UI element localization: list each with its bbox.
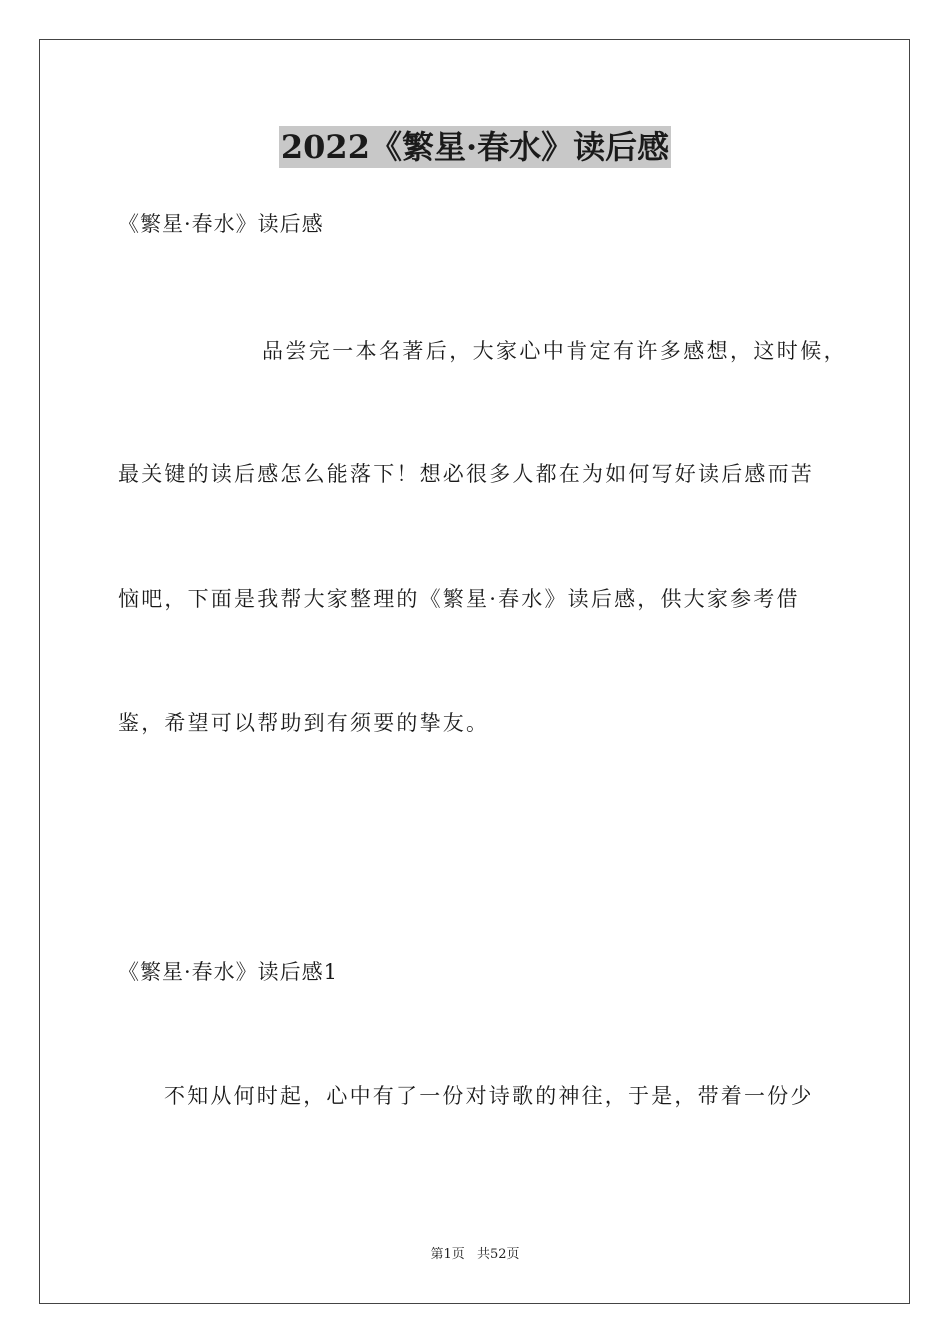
document-title: 2022《繁星·春水》读后感: [280, 128, 670, 166]
document-heading: 《繁星·春水》读后感: [118, 212, 324, 236]
title-container: [0, 126, 950, 168]
page-footer: [0, 1246, 950, 1264]
intro-line-2: 最关键的读后感怎么能落下！想必很多人都在为如何写好读后感而苦: [118, 462, 814, 486]
section-heading: 《繁星·春水》读后感1: [118, 960, 339, 984]
intro-line-4: 鉴，希望可以帮助到有须要的挚友。: [118, 711, 490, 735]
page-total: 共52页: [476, 1247, 520, 1262]
intro-line-3: 恼吧，下面是我帮大家整理的《繁星·春水》读后感，供大家参考借: [118, 587, 800, 611]
page-number: 第1页: [430, 1247, 465, 1262]
intro-line-1: 品尝完一本名著后，大家心中肯定有许多感想，这时候，: [262, 339, 847, 363]
section-line-1: 不知从何时起，心中有了一份对诗歌的神往，于是，带着一份少: [164, 1084, 814, 1108]
